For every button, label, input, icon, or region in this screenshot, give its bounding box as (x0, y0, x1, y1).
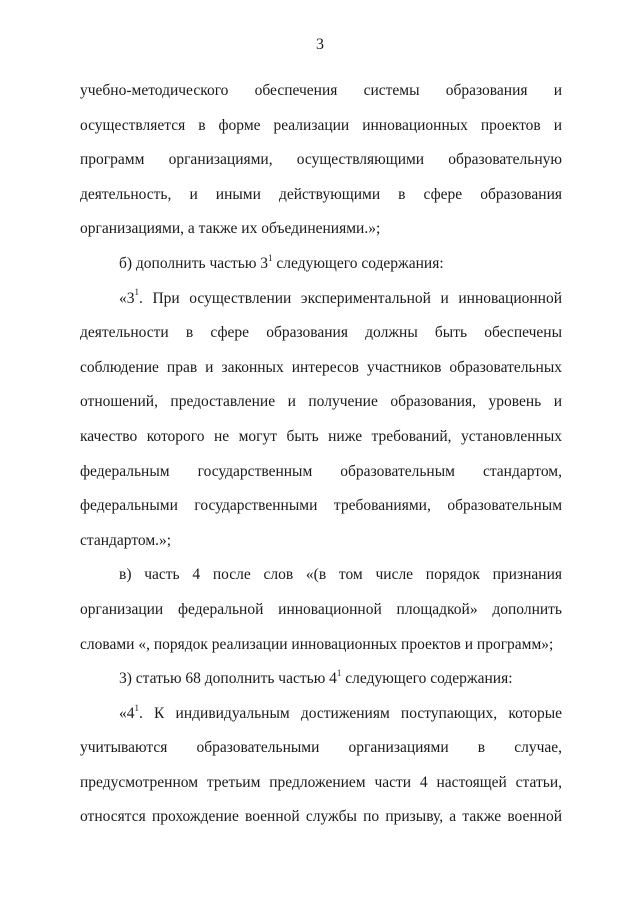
paragraph-item-3-text-end: следующего содержания: (341, 670, 513, 688)
superscript-mark: 1 (134, 702, 139, 713)
paragraph-item-v: в) часть 4 после слов «(в том числе порядок признания организации федеральной инновационной площадкой» дополнить словами «, порядок реализации инновационных проектов и программ»; (80, 566, 562, 653)
paragraph-continuation: учебно-методического обеспечения системы образования и осуществляется в форме реализации инновационных проектов и программ организациями, осуществляющими образовательную деятельность, и иными действующими в сфере образования организациями, а также их объединениями.»; (80, 82, 562, 238)
paragraph-part-3-1-start: «3 (119, 289, 135, 307)
paragraph-item-3 (80, 662, 562, 697)
page-number: 3 (316, 36, 324, 53)
superscript-mark: 1 (134, 287, 139, 298)
paragraph-item-b (80, 247, 562, 282)
paragraph-item-3-text: 3) статью 68 дополнить частью 4 (119, 670, 337, 688)
paragraph-part-4-1 (80, 697, 562, 835)
superscript-mark: 1 (336, 667, 342, 678)
paragraph-part-4-1-start: «4 (119, 704, 135, 722)
paragraph-part-3-1 (80, 282, 562, 559)
paragraph-item-b-text: б) дополнить частью 3 (119, 254, 269, 272)
document-body (80, 74, 562, 835)
paragraph-item-b-text-end: следующего содержания: (272, 254, 444, 272)
paragraph-part-4-1-text: . К индивидуальным достижениям поступающих, которые учитываются образовательными организациями в случае, предусмотренном третьим предложением части 4 настоящей статьи, относятся прохождение военной службы по призыву, а также военной (80, 704, 562, 826)
paragraph-part-3-1-text: . При осуществлении экспериментальной и инновационной деятельности в сфере образования должны быть обеспечены соблюдение прав и законных интересов участников образовательных отношений, предоставление и получение образования, уровень и качество которого не могут быть ниже требований, установленных федеральным государственным образовательным стандартом, федеральными государственными требованиями, образовательным стандартом.»; (80, 289, 562, 549)
superscript-mark: 1 (268, 252, 273, 263)
